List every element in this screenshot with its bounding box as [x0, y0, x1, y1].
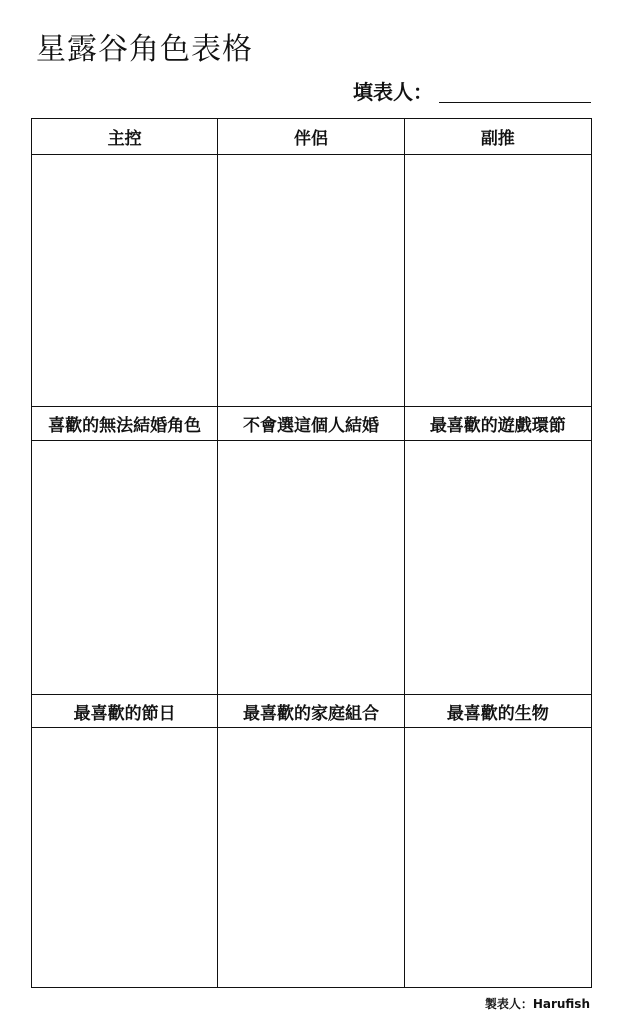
header-fav-unmarriable: 喜歡的無法結婚角色	[32, 407, 218, 441]
cell-fav-creature[interactable]	[405, 728, 591, 987]
header-fav-creature: 最喜歡的生物	[405, 695, 591, 728]
filler-blank-line[interactable]	[439, 78, 591, 103]
character-table	[31, 118, 592, 988]
cell-would-not-marry[interactable]	[218, 441, 404, 695]
header-fav-festival: 最喜歡的節日	[32, 695, 218, 728]
cell-main[interactable]	[32, 155, 218, 407]
header-would-not-marry: 不會選這個人結婚	[218, 407, 404, 441]
header-secondary: 副推	[405, 119, 591, 155]
cell-secondary[interactable]	[405, 155, 591, 407]
page-title: 星露谷角色表格	[36, 32, 253, 67]
header-main: 主控	[32, 119, 218, 155]
cell-fav-unmarriable[interactable]	[32, 441, 218, 695]
header-partner: 伴侶	[218, 119, 404, 155]
cell-fav-family[interactable]	[218, 728, 404, 987]
header-fav-family: 最喜歡的家庭組合	[218, 695, 404, 728]
creator-credit: 製表人：Harufish	[484, 997, 590, 1011]
header-fav-gameplay: 最喜歡的遊戲環節	[405, 407, 591, 441]
cell-fav-gameplay[interactable]	[405, 441, 591, 695]
filler-label: 填表人：	[353, 80, 433, 104]
cell-partner[interactable]	[218, 155, 404, 407]
filler-field	[353, 74, 591, 106]
cell-fav-festival[interactable]	[32, 728, 218, 987]
